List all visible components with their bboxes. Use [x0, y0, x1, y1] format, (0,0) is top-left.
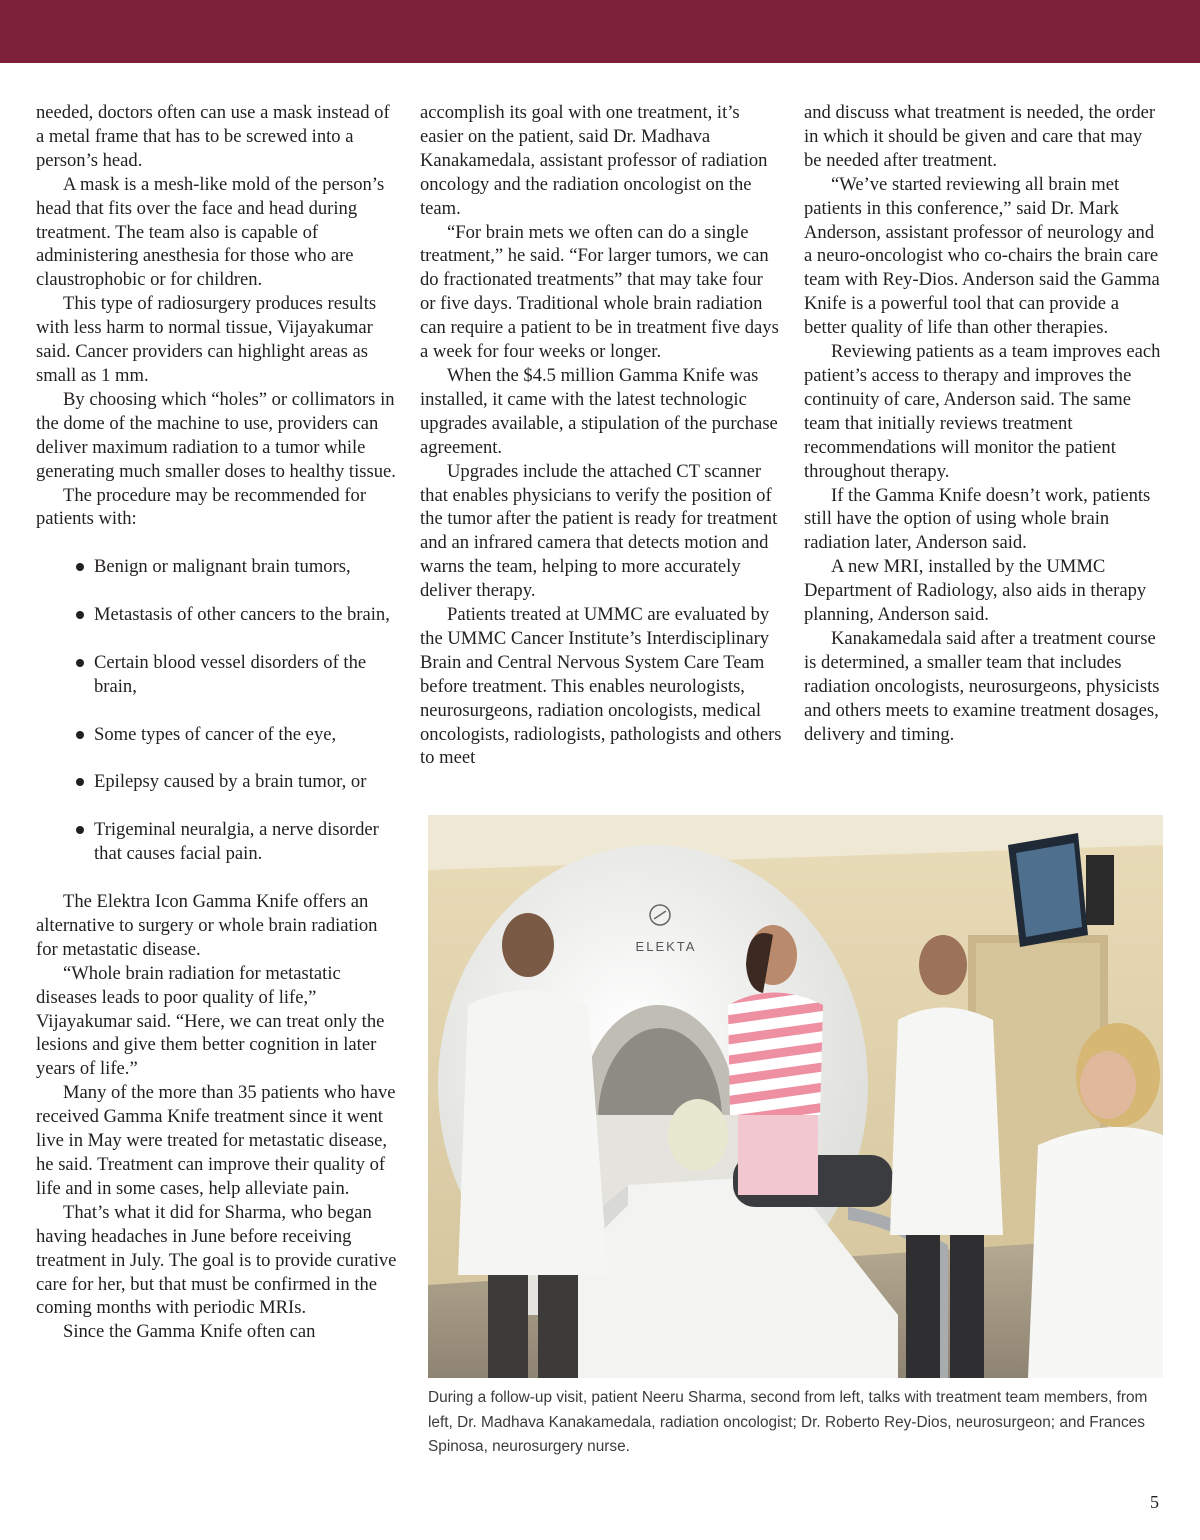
paragraph: “For brain mets we often can do a single treatment,” he said. “For larger tumors, we can do fractionated treatments” that may take four or five days. Traditional whole brain radiation can require a patient to be in treatment five days a week for four weeks or longer. — [420, 221, 779, 363]
paragraph: A mask is a mesh-like mold of the person’s head that fits over the face and head during treatment. The team also is capable of administering anesthesia for those who are claustrophobic or for children. — [36, 173, 385, 291]
bullet-icon — [76, 611, 84, 619]
paragraph: Patients treated at UMMC are evaluated by the UMMC Cancer Institute’s Interdisciplinary Brain and Central Nervous System Care Team before treatment. This enables neurologists, neurosurgeons, radiation oncologists, medical oncologists, radiologists, pathologists and others to meet — [420, 604, 782, 769]
header-color-band — [0, 0, 1200, 63]
list-item: Trigeminal neuralgia, a nerve disorder that causes facial pain. — [36, 818, 398, 866]
bullet-icon — [76, 731, 84, 739]
list-item: Some types of cancer of the eye, — [36, 723, 398, 747]
bullet-icon — [76, 778, 84, 786]
article-column-3 — [804, 101, 1162, 746]
paragraph: This type of radiosurgery produces results with less harm to normal tissue, Vijayakumar said. Cancer providers can highlight areas as small as 1 mm. — [36, 293, 377, 386]
bullet-icon — [76, 659, 84, 667]
bullet-icon — [76, 826, 84, 834]
article-column-2 — [420, 101, 782, 770]
treatment-room-photo — [428, 815, 1163, 1378]
machine-label: ELEKTA — [635, 939, 697, 954]
paragraph: Many of the more than 35 patients who have received Gamma Knife treatment since it went live in May were treated for metastatic disease, he said. Treatment can improve their quality of life and in some cases, help alleviate pain. — [36, 1082, 396, 1199]
bullet-icon — [76, 563, 84, 571]
list-item: Benign or malignant brain tumors, — [36, 555, 398, 579]
page-number: 5 — [1150, 1492, 1159, 1512]
paragraph: The Elektra Icon Gamma Knife offers an alternative to surgery or whole brain radiation for metastatic disease. — [36, 891, 378, 960]
photo-caption: During a follow-up visit, patient Neeru Sharma, second from left, talks with treatment team members, from left, Dr. Madhava Kanakamedala, radiation oncologist; Dr. Roberto Rey-Dios, neurosurgeon; and Frances Spinosa, neurosurgery nurse. — [428, 1389, 1148, 1455]
paragraph: Kanakamedala said after a treatment course is determined, a smaller team that includes radiation oncologists, neurosurgeons, physicists and others meets to examine treatment dosages, delivery and timing. — [804, 627, 1160, 745]
list-item: Certain blood vessel disorders of the brain, — [36, 651, 398, 699]
paragraph: When the $4.5 million Gamma Knife was installed, it came with the latest technologic upgrades available, a stipulation of the purchase agreement. — [420, 364, 778, 458]
paragraph: needed, doctors often can use a mask instead of a metal frame that has to be screwed into a person’s head. — [36, 102, 390, 171]
paragraph: A new MRI, installed by the UMMC Department of Radiology, also aids in therapy planning, Anderson said. — [804, 556, 1147, 626]
paragraph: Since the Gamma Knife often can — [63, 1321, 316, 1343]
paragraph: “We’ve started reviewing all brain met patients in this conference,” said Dr. Mark Anderson, assistant professor of neurology and a neuro-oncologist who co-chairs the brain care team with Rey-Dios. Anderson said the Gamma Knife is a powerful tool that can provide a better quality of life than other therapies. — [804, 173, 1160, 339]
article-column-1 — [36, 101, 398, 1344]
paragraph: Upgrades include the attached CT scanner that enables physicians to verify the position of the tumor after the patient is ready for treatment and an infrared camera that detects motion and warns the team, helping to more accurately deliver therapy. — [420, 460, 778, 602]
condition-list — [36, 555, 398, 866]
paragraph: Reviewing patients as a team improves each patient’s access to therapy and improves the continuity of care, Anderson said. The same team that initially reviews treatment recommendations will monitor the patient throughout therapy. — [804, 341, 1161, 482]
paragraph: By choosing which “holes” or collimators in the dome of the machine to use, providers can deliver maximum radiation to a tumor while generating much smaller doses to healthy tissue. — [36, 388, 396, 482]
paragraph: and discuss what treatment is needed, the order in which it should be given and care that may be needed after treatment. — [804, 102, 1156, 171]
list-item: Metastasis of other cancers to the brain, — [36, 603, 398, 627]
paragraph: That’s what it did for Sharma, who began having headaches in June before receiving treatment in July. The goal is to provide curative care for her, but that must be confirmed in the coming months with periodic MRIs. — [36, 1201, 397, 1319]
paragraph: “Whole brain radiation for metastatic diseases leads to poor quality of life,” Vijayakumar said. “Here, we can treat only the lesions and give them better cognition in later years of life.” — [36, 962, 385, 1080]
paragraph: If the Gamma Knife doesn’t work, patients still have the option of using whole brain radiation later, Anderson said. — [804, 484, 1151, 554]
paragraph: The procedure may be recommended for patients with: — [36, 484, 367, 530]
paragraph: accomplish its goal with one treatment, it’s easier on the patient, said Dr. Madhava Kanakamedala, assistant professor of radiation oncology and the radiation oncologist on the team. — [420, 102, 768, 219]
list-item: Epilepsy caused by a brain tumor, or — [36, 770, 398, 794]
